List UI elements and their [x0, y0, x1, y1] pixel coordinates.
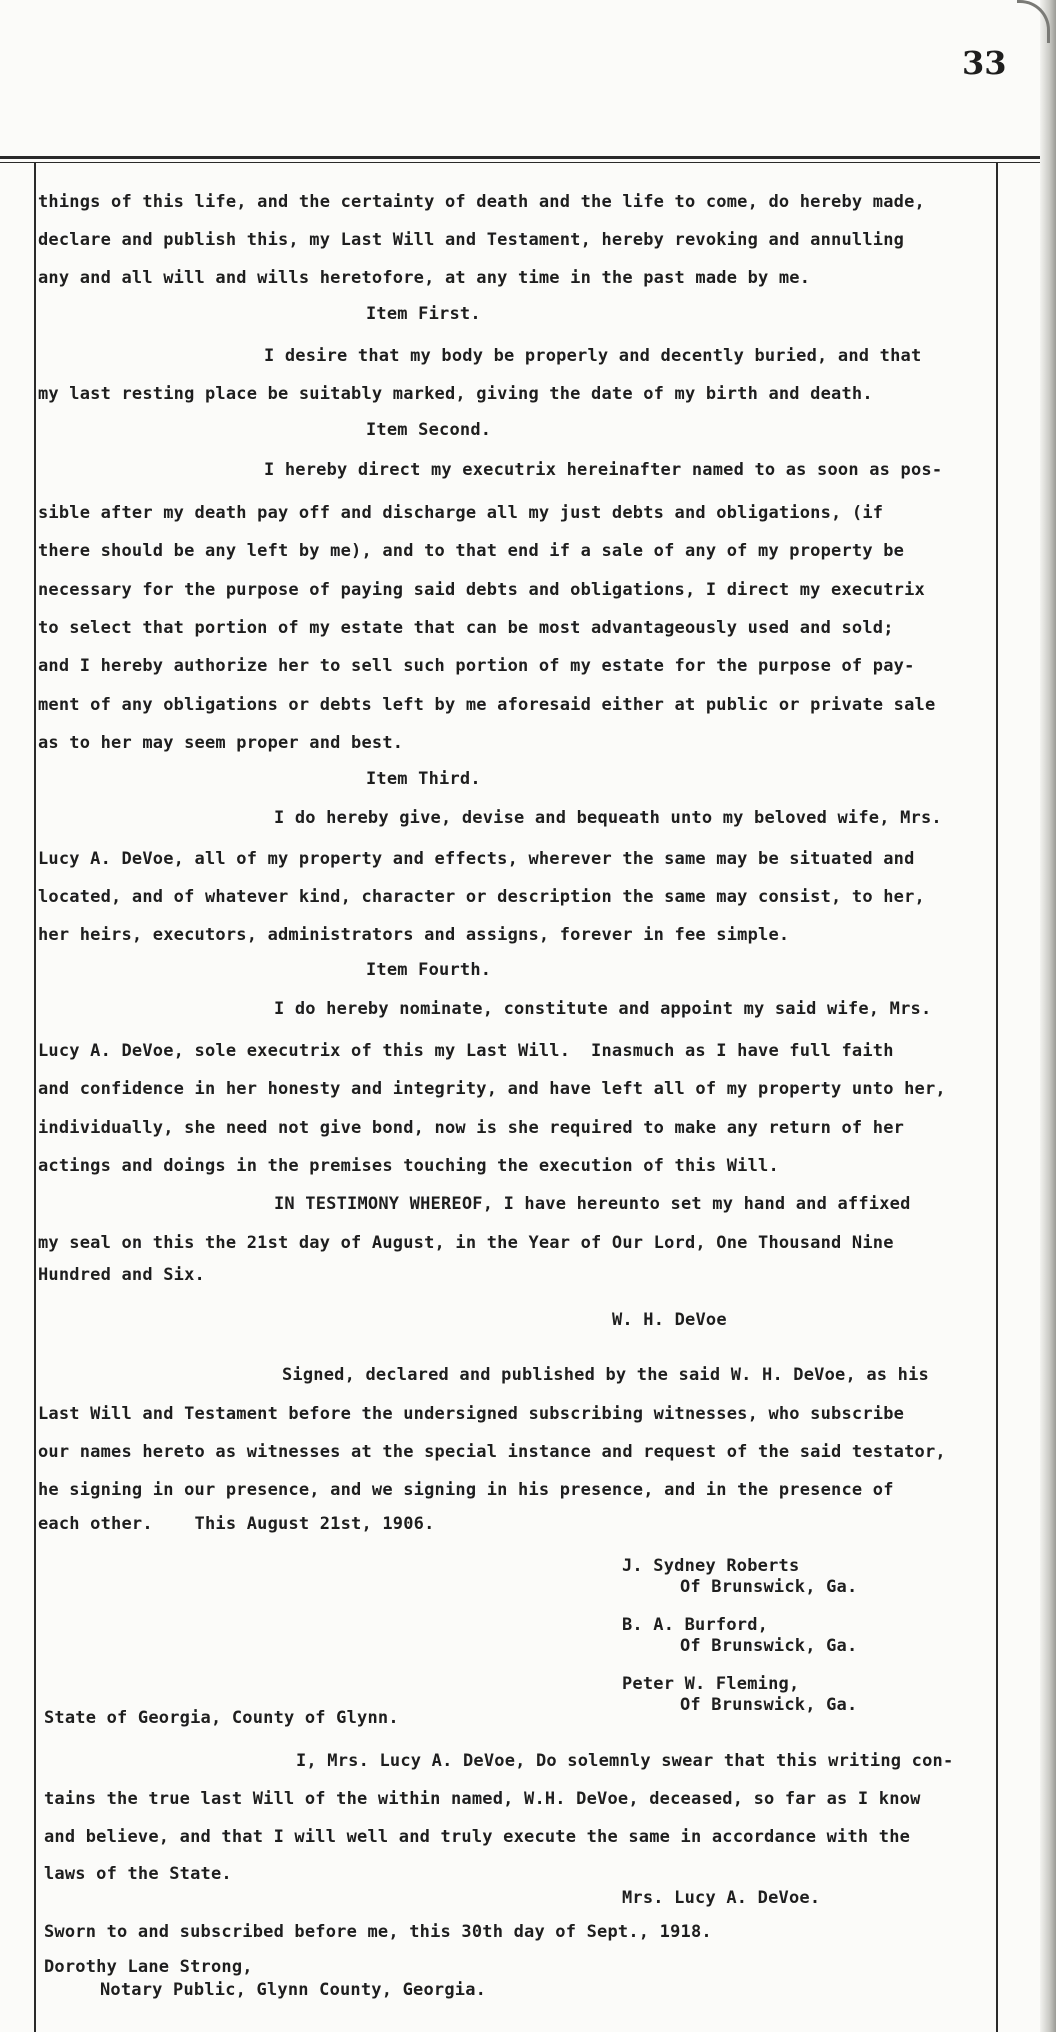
attestation-line: Signed, declared and published by the said W. H. DeVoe, as his [282, 1365, 929, 1385]
item-second-line: sible after my death pay off and discharge all my just debts and obligations, (if [38, 503, 884, 523]
testimony-line: IN TESTIMONY WHEREOF, I have hereunto set my hand and affixed [274, 1194, 911, 1214]
item-second-line: I hereby direct my executrix hereinafter named to as soon as pos- [264, 460, 943, 480]
page-edge [1040, 0, 1056, 2032]
item-second-line: there should be any left by me), and to that end if a sale of any of my property be [38, 541, 905, 561]
witness-name: Peter W. Fleming, [622, 1674, 800, 1694]
testimony-line: my seal on this the 21st day of August, in the Year of Our Lord, One Thousand Nine [38, 1233, 894, 1253]
item-second-line: necessary for the purpose of paying said debts and obligations, I direct my executrix [38, 580, 925, 600]
item-third-line: located, and of whatever kind, character or description the same may consist, to her, [38, 887, 925, 907]
item-fourth-line: I do hereby nominate, constitute and appoint my said wife, Mrs. [274, 999, 932, 1019]
item-first-line: I desire that my body be properly and decently buried, and that [264, 346, 922, 366]
item-second-heading: Item Second. [366, 420, 492, 440]
attestation-line: our names hereto as witnesses at the special instance and request of the said testator, [38, 1442, 946, 1462]
notary-name: Dorothy Lane Strong, [44, 1957, 253, 1977]
item-third-line: I do hereby give, devise and bequeath unto my beloved wife, Mrs. [274, 808, 942, 828]
item-third-line: her heirs, executors, administrators and assigns, forever in fee simple. [38, 925, 790, 945]
witness-place: Of Brunswick, Ga. [680, 1577, 858, 1597]
attestation-line: each other. This August 21st, 1906. [38, 1514, 435, 1534]
item-third-line: Lucy A. DeVoe, all of my property and effects, wherever the same may be situated and [38, 849, 915, 869]
witness-place: Of Brunswick, Ga. [680, 1636, 858, 1656]
oath-venue: State of Georgia, County of Glynn. [44, 1708, 399, 1728]
witness-name: J. Sydney Roberts [622, 1556, 800, 1576]
item-fourth-line: individually, she need not give bond, now is she required to make any return of her [38, 1118, 905, 1138]
oath-line: tains the true last Will of the within named, W.H. DeVoe, deceased, so far as I know [44, 1789, 921, 1809]
item-third-heading: Item Third. [366, 769, 481, 789]
left-margin-rule [34, 162, 36, 2032]
attestation-line: Last Will and Testament before the undersigned subscribing witnesses, who subscribe [38, 1404, 905, 1424]
will-intro-line: things of this life, and the certainty of death and the life to come, do hereby made, [38, 192, 925, 212]
item-fourth-line: actings and doings in the premises touching the execution of this Will. [38, 1156, 779, 1176]
executrix-signature: Mrs. Lucy A. DeVoe. [622, 1888, 821, 1908]
testator-signature: W. H. DeVoe [612, 1310, 727, 1330]
sworn-line: Sworn to and subscribed before me, this 30th day of Sept., 1918. [44, 1922, 712, 1942]
oath-line: laws of the State. [44, 1864, 232, 1884]
will-intro-line: declare and publish this, my Last Will and Testament, hereby revoking and annulling [38, 230, 905, 250]
item-fourth-heading: Item Fourth. [366, 960, 492, 980]
item-second-line: and I hereby authorize her to sell such portion of my estate for the purpose of pay- [38, 656, 915, 676]
oath-line: and believe, and that I will well and truly execute the same in accordance with the [44, 1827, 911, 1847]
item-fourth-line: and confidence in her honesty and integrity, and have left all of my property unto her, [38, 1079, 946, 1099]
item-fourth-line: Lucy A. DeVoe, sole executrix of this my Last Will. Inasmuch as I have full faith [38, 1041, 894, 1061]
item-first-line: my last resting place be suitably marked, giving the date of my birth and death. [38, 384, 873, 404]
item-second-line: ment of any obligations or debts left by me aforesaid either at public or private sale [38, 695, 936, 715]
oath-line: I, Mrs. Lucy A. DeVoe, Do solemnly swear that this writing con- [296, 1751, 954, 1771]
notary-title: Notary Public, Glynn County, Georgia. [100, 1980, 487, 2000]
attestation-line: he signing in our presence, and we signing in his presence, and in the presence of [38, 1480, 894, 1500]
header-rule [0, 156, 1040, 159]
will-intro-line: any and all will and wills heretofore, at any time in the past made by me. [38, 268, 811, 288]
item-second-line: to select that portion of my estate that can be most advantageously used and sold; [38, 618, 894, 638]
item-first-heading: Item First. [366, 304, 481, 324]
witness-name: B. A. Burford, [622, 1615, 769, 1635]
header-rule-thin [0, 162, 1040, 163]
right-margin-rule [996, 162, 998, 2032]
item-second-line: as to her may seem proper and best. [38, 733, 404, 753]
page-number: 33 [962, 44, 1007, 82]
testimony-line: Hundred and Six. [38, 1265, 205, 1285]
witness-place: Of Brunswick, Ga. [680, 1695, 858, 1715]
